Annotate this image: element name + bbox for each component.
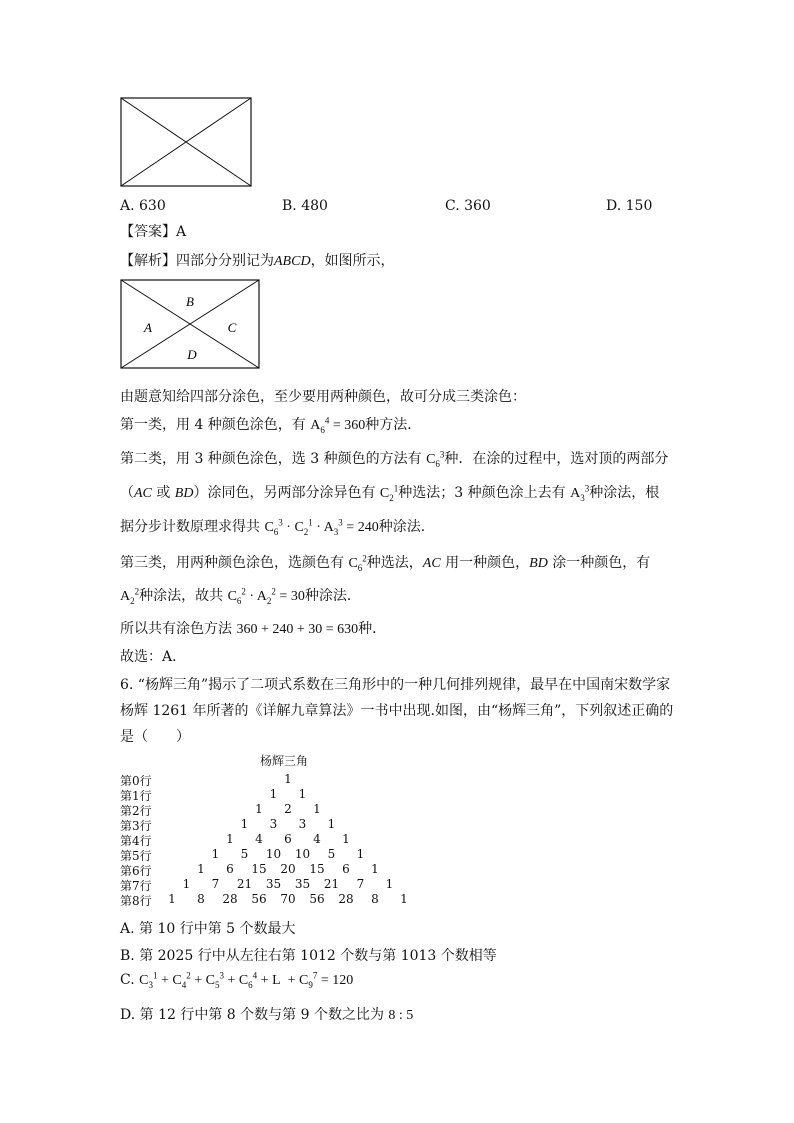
triangle-number: 28 — [222, 892, 238, 906]
triangle-number: 8 — [197, 892, 205, 906]
triangle-number: 1 — [269, 787, 278, 801]
triangle-row-label: 第6行 — [120, 864, 152, 878]
triangle-row-label: 第3行 — [120, 819, 152, 833]
triangle-number: 1 — [356, 847, 365, 861]
yanghui-triangle — [120, 752, 440, 912]
q6-stem-line-2: 杨辉 1261 年所著的《详解九章算法》一书中出现.如图，由“杨辉三角”，下列叙述正确的 — [120, 703, 674, 719]
answer-line — [120, 221, 186, 241]
analysis-line-5: 据分步计数原理求得共 $C_6^3 \cdot C_2^1 \cdot A_3^3 = 240$种涂法． — [120, 517, 435, 537]
triangle-number: 1 — [226, 832, 234, 846]
analysis-line-8: 所以共有涂色方法 360 + 240 + 30 = 630种． — [120, 621, 387, 637]
analysis-line-2: 第一类，用 4 种颜色涂色，有 $A_6^4 = 360$种方法． — [120, 415, 422, 435]
figure-rectangle-diagonals — [120, 97, 254, 189]
triangle-row — [120, 877, 440, 892]
analysis-intro-var: ABCD — [274, 254, 311, 269]
q6-stem-line-3: 是（ ） — [120, 729, 190, 745]
analysis-intro-post: ，如图所示， — [310, 253, 395, 269]
triangle-row-label: 第4行 — [120, 834, 152, 848]
triangle-number: 56 — [309, 892, 325, 906]
triangle-number: 1 — [284, 772, 292, 786]
triangle-row-label: 第7行 — [120, 879, 152, 893]
triangle-number: 1 — [342, 832, 350, 846]
triangle-number: 10 — [265, 847, 282, 861]
triangle-row-label: 第0行 — [120, 774, 152, 788]
triangle-row — [120, 817, 440, 832]
region-label-d: D — [187, 347, 197, 362]
triangle-number: 70 — [280, 892, 296, 906]
triangle-number: 6 — [284, 832, 292, 846]
triangle-number: 1 — [400, 892, 408, 906]
triangle-row-label: 第8行 — [120, 894, 152, 908]
figure-labeled-regions — [120, 279, 262, 371]
analysis-line-3: 第二类，用 3 种颜色涂色，选 3 种颜色的方法有 $C_6^3$种．在涂的过程中，选对顶的两部分 — [120, 449, 669, 469]
triangle-number: 1 — [240, 817, 249, 831]
triangle-number: 1 — [313, 802, 321, 816]
triangle-number: 35 — [265, 877, 282, 891]
triangle-number: 1 — [327, 817, 336, 831]
analysis-line-7: $A_2^2$种涂法，故共 $C_6^2 \cdot A_2^2 = 30$种涂法． — [120, 586, 361, 606]
region-label-c: C — [227, 320, 237, 335]
triangle-number: 1 — [298, 787, 307, 801]
triangle-row-label: 第5行 — [120, 849, 152, 863]
triangle-number: 6 — [342, 862, 350, 876]
triangle-row — [120, 862, 440, 877]
triangle-number: 7 — [211, 877, 220, 891]
triangle-number: 28 — [338, 892, 354, 906]
option-b: B. 480 — [282, 198, 328, 214]
analysis-line-1: 由题意知给四部分涂色，至少要用两种颜色，故可分成三类涂色： — [120, 389, 526, 405]
q6-option-b: B. 第 2025 行中从左往右第 1012 个数与第 1013 个数相等 — [120, 948, 497, 964]
triangle-number: 15 — [309, 862, 325, 876]
triangle-number: 5 — [327, 847, 336, 861]
triangle-number: 35 — [294, 877, 311, 891]
triangle-number: 3 — [298, 817, 307, 831]
q6-option-d: D. 第 12 行中第 8 个数与第 9 个数之比为 8 : 5 — [120, 1007, 414, 1023]
triangle-row — [120, 787, 440, 802]
analysis-line-6: 第三类，用两种颜色涂色，选颜色有 $C_6^2$种选法，AC 用一种颜色，BD 涂一种颜色，有 — [120, 553, 651, 573]
triangle-row — [120, 832, 440, 847]
triangle-row — [120, 772, 440, 787]
q6-option-c: C. $C_3^1 + C_4^2 + C_5^3 + C_6^4 + L + C_9^7 = 120$ — [120, 970, 354, 990]
triangle-number: 1 — [182, 877, 191, 891]
option-d: D. 150 — [606, 198, 653, 214]
triangle-number: 1 — [211, 847, 220, 861]
triangle-number: 1 — [385, 877, 394, 891]
q6-option-a: A. 第 10 行中第 5 个数最大 — [120, 921, 296, 937]
analysis-line-9: 故选：A． — [120, 649, 187, 665]
triangle-number: 21 — [323, 877, 340, 891]
answer-label: 【答案】 — [120, 224, 176, 240]
triangle-title: 杨辉三角 — [260, 754, 309, 768]
triangle-number: 10 — [294, 847, 311, 861]
analysis-line-4: （AC 或 BD）涂同色，另两部分涂异色有 $C_2^1$种选法；3 种颜色涂上去有 $A_3^3$种涂法，根 — [120, 483, 660, 503]
triangle-number: 3 — [269, 817, 278, 831]
analysis-intro — [120, 250, 395, 270]
triangle-number: 15 — [251, 862, 267, 876]
triangle-row — [120, 847, 440, 862]
analysis-intro-text: 四部分分别记为 — [176, 253, 274, 269]
region-label-a: A — [144, 320, 152, 335]
triangle-row-label: 第2行 — [120, 804, 152, 818]
triangle-number: 1 — [168, 892, 176, 906]
triangle-number: 6 — [226, 862, 234, 876]
region-label-b: B — [186, 294, 194, 309]
triangle-number: 4 — [255, 832, 263, 846]
triangle-number: 4 — [313, 832, 321, 846]
answer-value: A — [176, 224, 187, 240]
triangle-number: 56 — [251, 892, 267, 906]
triangle-number: 5 — [240, 847, 249, 861]
triangle-number: 7 — [356, 877, 365, 891]
triangle-number: 1 — [197, 862, 205, 876]
triangle-number: 20 — [280, 862, 296, 876]
triangle-number: 21 — [236, 877, 253, 891]
q6-stem-line-1: 6. “杨辉三角”揭示了二项式系数在三角形中的一种几何排列规律，最早在中国南宋数学家 — [120, 677, 671, 693]
option-c: C. 360 — [445, 198, 491, 214]
triangle-number: 2 — [284, 802, 292, 816]
option-a: A. 630 — [120, 198, 166, 214]
triangle-number: 1 — [255, 802, 263, 816]
triangle-row — [120, 892, 440, 907]
triangle-row — [120, 802, 440, 817]
analysis-label: 【解析】 — [120, 253, 176, 269]
triangle-number: 1 — [371, 862, 379, 876]
triangle-number: 8 — [371, 892, 379, 906]
triangle-row-label: 第1行 — [120, 789, 152, 803]
